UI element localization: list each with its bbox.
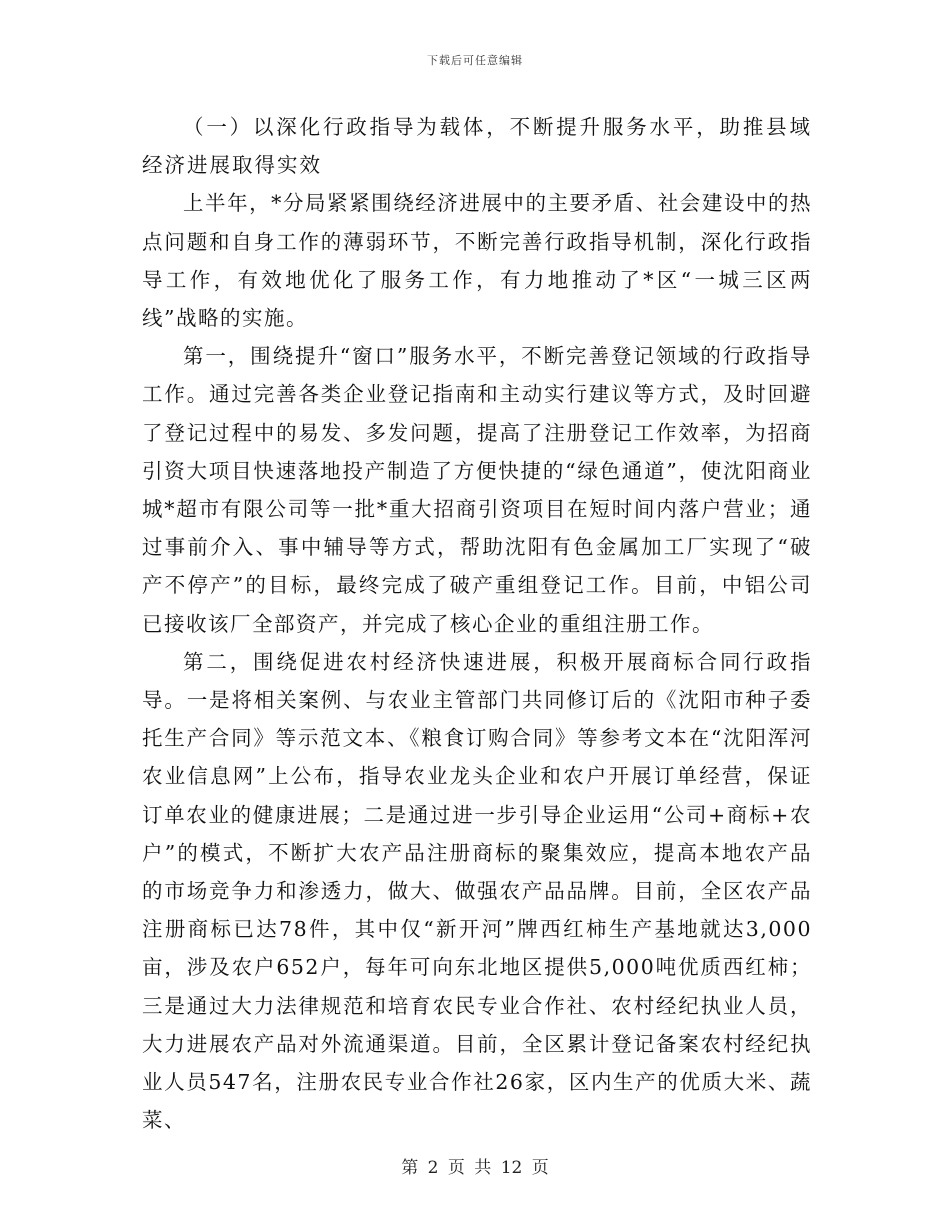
section-heading: （一）以深化行政指导为载体，不断提升服务水平，助推县域经济进展取得实效: [142, 115, 812, 178]
paragraph-second-point: 第二，围绕促进农村经济快速进展，积极开展商标合同行政指导。一是将相关案例、与农业主管部门共同修订后的《沈阳市种子委托生产合同》等示范文本、《粮食订购合同》等参考文本在“沈阳浑河农业信息网”上公布，指导农业龙头企业和农户开展订单经营，保证订单农业的健康进展；二是通过进一步引导企业运用“公司+商标+农户”的模式，不断扩大农产品注册商标的聚集效应，提高本地农产品的市场竞争力和渗透力，做大、做强农产品品牌。目前，全区农产品注册商标已达78件，其中仅“新开河”牌西红柿生产基地就达3,000亩，涉及农户652户，每年可向东北地区提供5,000吨优质西红柿；三是通过大力法律规范和培育农民专业合作社、农村经纪执业人员，大力进展农产品对外流通渠道。目前，全区累计登记备案农村经纪执业人员547名，注册农民专业合作社26家，区内生产的优质大米、蔬菜、: [142, 649, 812, 1133]
page-header: 下载后可任意编辑: [427, 54, 523, 67]
page-number-footer: 第 2 页 共 12 页: [401, 1158, 549, 1178]
paragraph-first-point: 第一，围绕提升“窗口”服务水平，不断完善登记领域的行政指导工作。通过完善各类企业登记指南和主动实行建议等方式，及时回避了登记过程中的易发、多发问题，提高了注册登记工作效率，为招商引资大项目快速落地投产制造了方便快捷的“绿色通道”，使沈阳商业城*超市有限公司等一批*重大招商引资项目在短时间内落户营业；通过事前介入、事中辅导等方式，帮助沈阳有色金属加工厂实现了“破产不停产”的目标，最终完成了破产重组登记工作。目前，中铝公司已接收该厂全部资产，并完成了核心企业的重组注册工作。: [142, 344, 812, 636]
document-body: [142, 108, 812, 1139]
paragraph-summary: 上半年，*分局紧紧围绕经济进展中的主要矛盾、社会建设中的热点问题和自身工作的薄弱环节，不断完善行政指导机制，深化行政指导工作，有效地优化了服务工作，有力地推动了*区“一城三区两线”战略的实施。: [142, 191, 812, 331]
